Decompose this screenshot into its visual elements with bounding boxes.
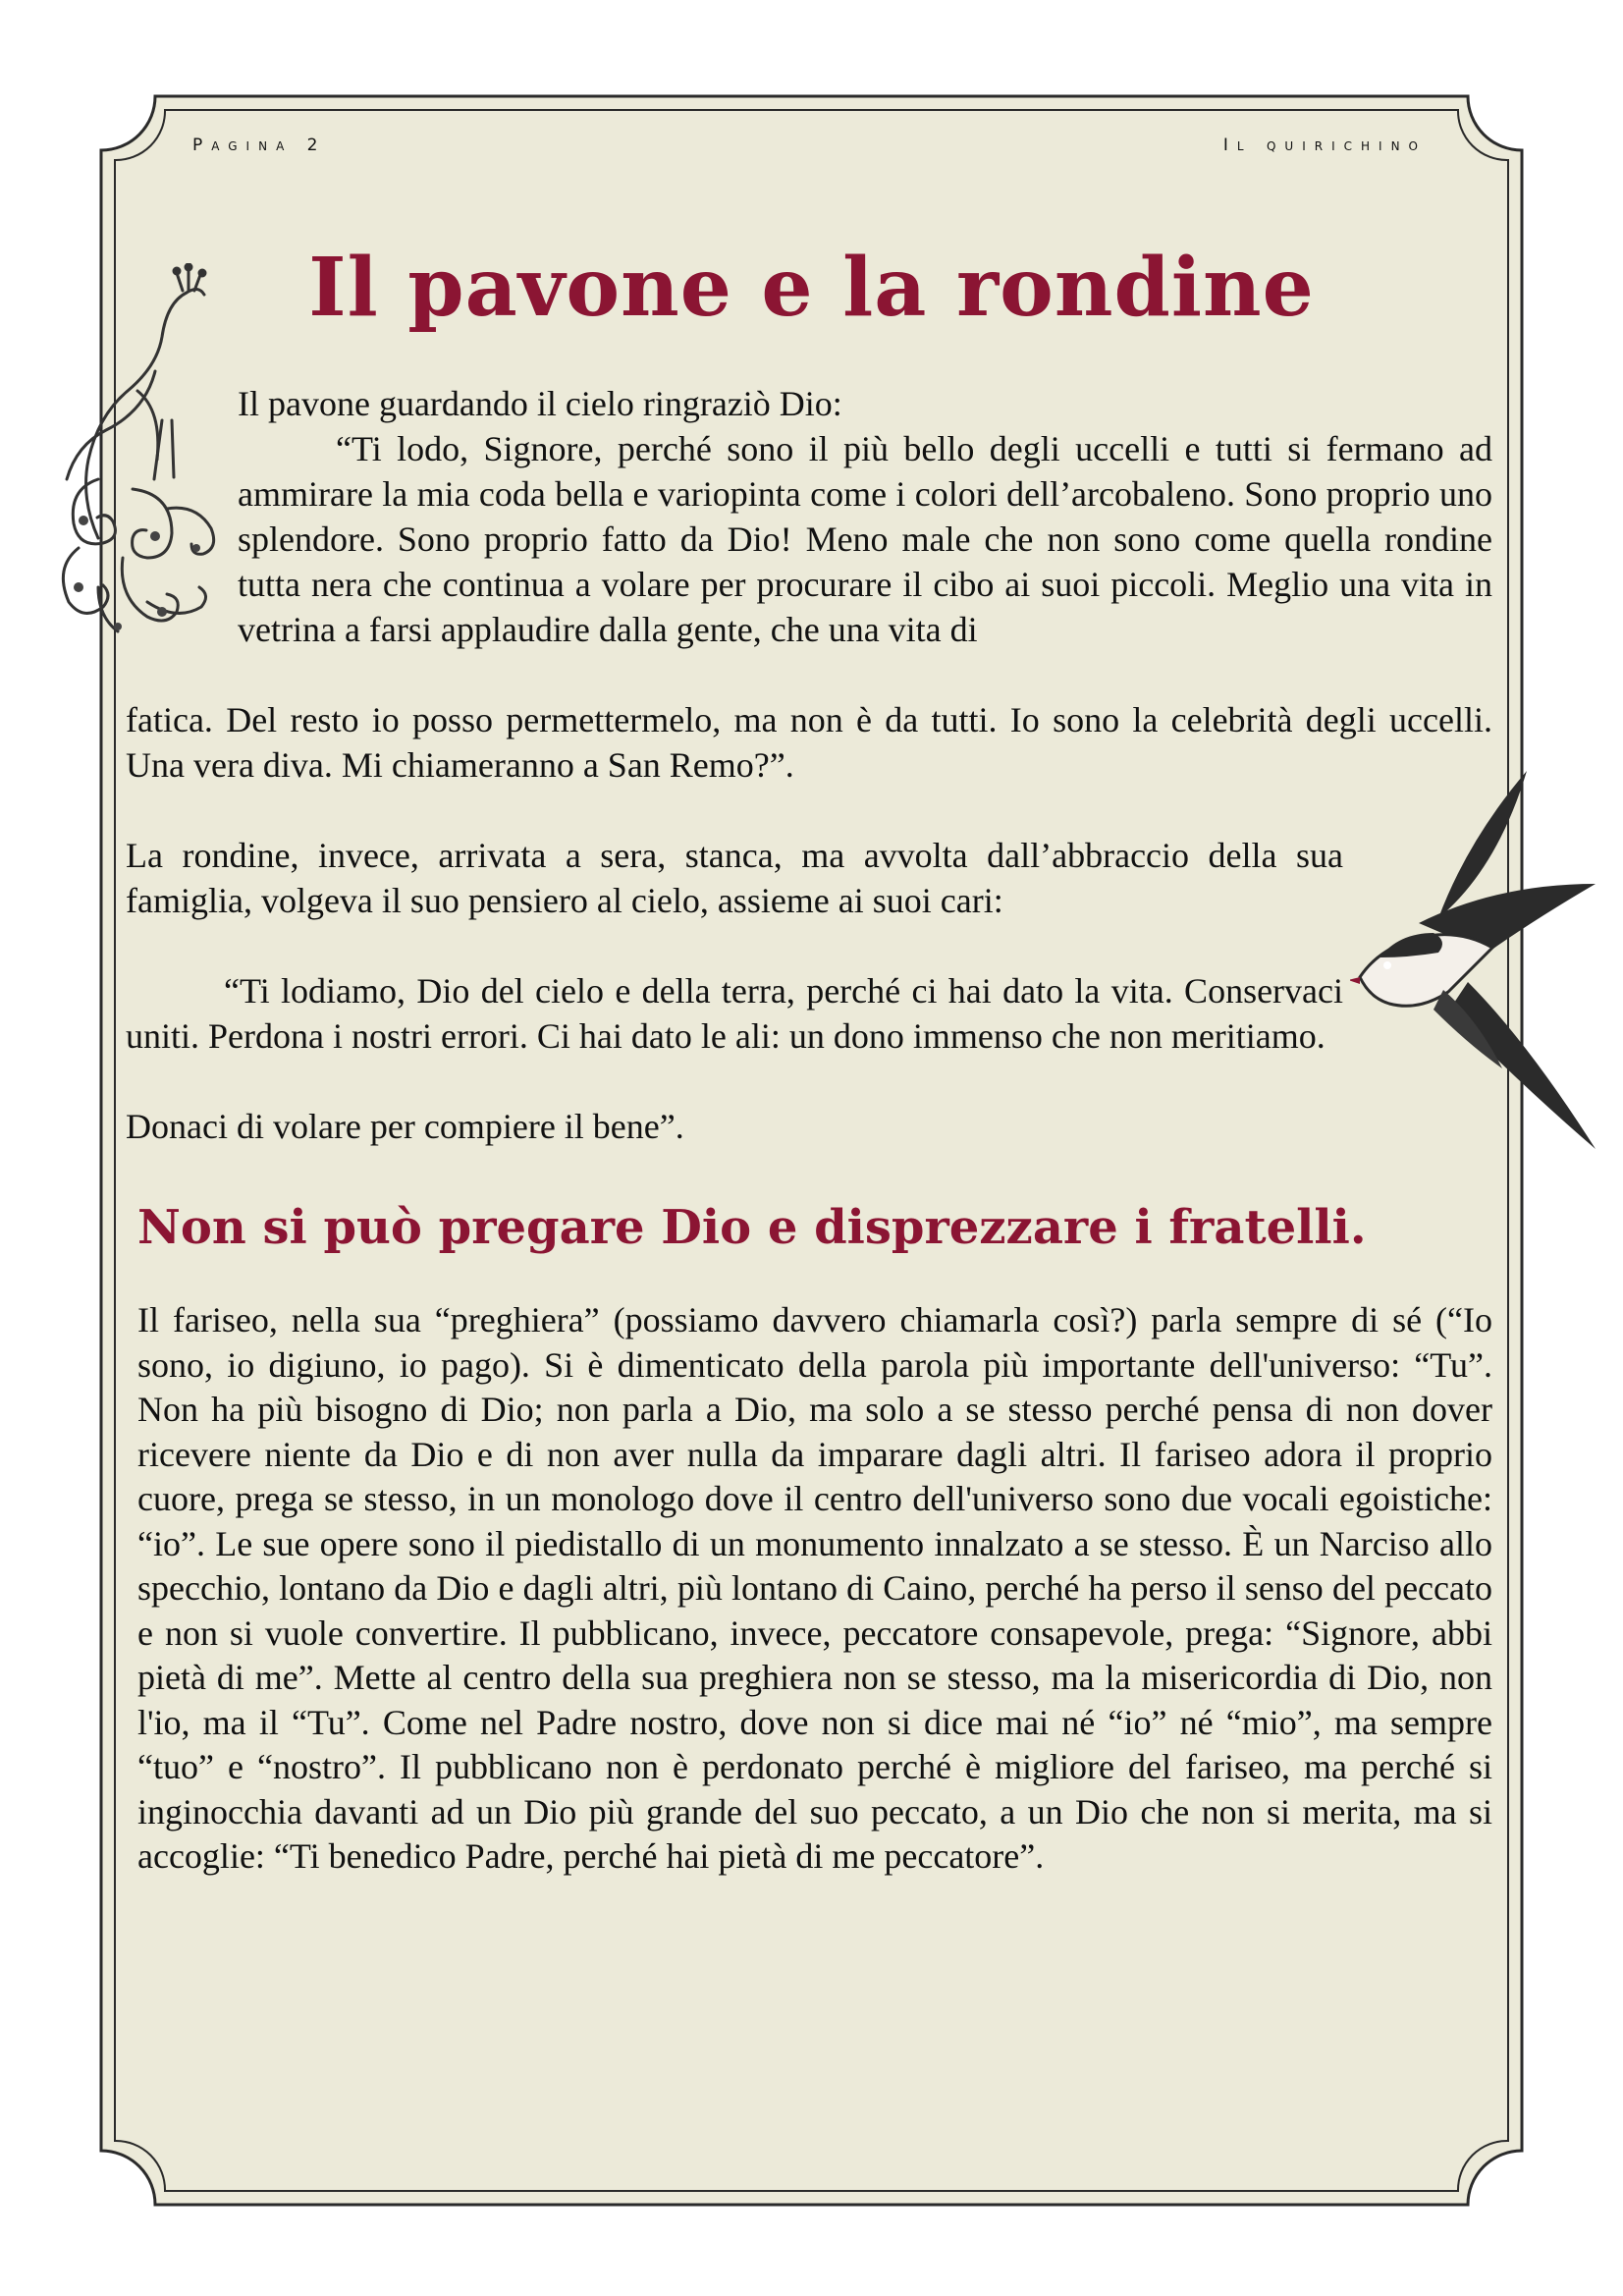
article-title: Il pavone e la rondine: [308, 241, 1315, 335]
publication-name: Il quirichino: [1222, 136, 1427, 155]
swallow-intro: La rondine, invece, arrivata a sera, stanca, ma avvolta dall’abbraccio della sua famiglia, volgeva il suo pensiero al cielo, assieme ai suoi cari:: [126, 836, 1343, 920]
section-body: Il fariseo, nella sua “preghiera” (possiamo davvero chiamarla così?) parla sempre di sé (“Io sono, io digiuno, io pago). Si è dimenticato della parola più importante dell'universo: “Tu”. Non ha più bisogno di Dio; non parla a Dio, ma solo a se stesso perché pensa di non dover ricevere niente da Dio e di non aver nulla da imparare dagli altri. Il fariseo adora il proprio cuore, prega se stesso, in un monologo dove il centro dell'universo sono due vocali egoistiche: “io”. Le sue opere sono il piedistallo di un monumento innalzato a se stesso. È un Narciso allo specchio, lontano da Dio e dagli altri, più lontano di Caino, perché ha perso il senso del peccato e non si vuole convertire. Il pubblicano, invece, peccatore consapevole, prega: “Signore, abbi pietà di me”. Mette al centro della sua preghiera non se stesso, ma la misericordia di Dio, non l'io, ma il “Tu”. Come nel Padre nostro, dove non si dice mai né “io” né “mio”, ma sempre “tuo” e “nostro”. Il pubblicano non è perdonato perché è migliore del fariseo, ma perché si inginocchia davanti ad un Dio più grande del suo peccato, a un Dio che non si merita, ma si accoglie: “Ti benedico Padre, perché hai pietà di me peccatore”.: [137, 1300, 1492, 1876]
swallow-prayer: “Ti lodiamo, Dio del cielo e della terra, perché ci hai dato la vita. Conservaci uniti. Perdona i nostri errori. Ci hai dato le ali: un dono immenso che non meritiamo.: [126, 971, 1343, 1056]
swallow-closing: Donaci di volare per compiere il bene”.: [126, 1107, 684, 1146]
page-number-label: Pagina 2: [192, 136, 327, 155]
section-heading: Non si può pregare Dio e disprezzare i fratelli.: [137, 1200, 1367, 1255]
peacock-intro: Il pavone guardando il cielo ringraziò Dio:: [238, 384, 842, 423]
peacock-prayer-part1: “Ti lodo, Signore, perché sono il più bello degli uccelli e tutti si fermano ad ammirare la mia coda bella e variopinta come i colori dell’arcobaleno. Sono proprio uno splendore. Sono proprio fatto da Dio! Meno male che non sono come quella rondine tutta nera che continua a volare per procurare il cibo ai suoi piccoli. Meglio una vita in vetrina a farsi applaudire dalla gente, che una vita di: [238, 429, 1492, 649]
swallow-illustration: [1350, 766, 1605, 1159]
peacock-prayer-part2: fatica. Del resto io posso permettermelo, ma non è da tutti. Io sono la celebrità degli uccelli. Una vera diva. Mi chiameranno a San Remo?”.: [126, 700, 1492, 785]
